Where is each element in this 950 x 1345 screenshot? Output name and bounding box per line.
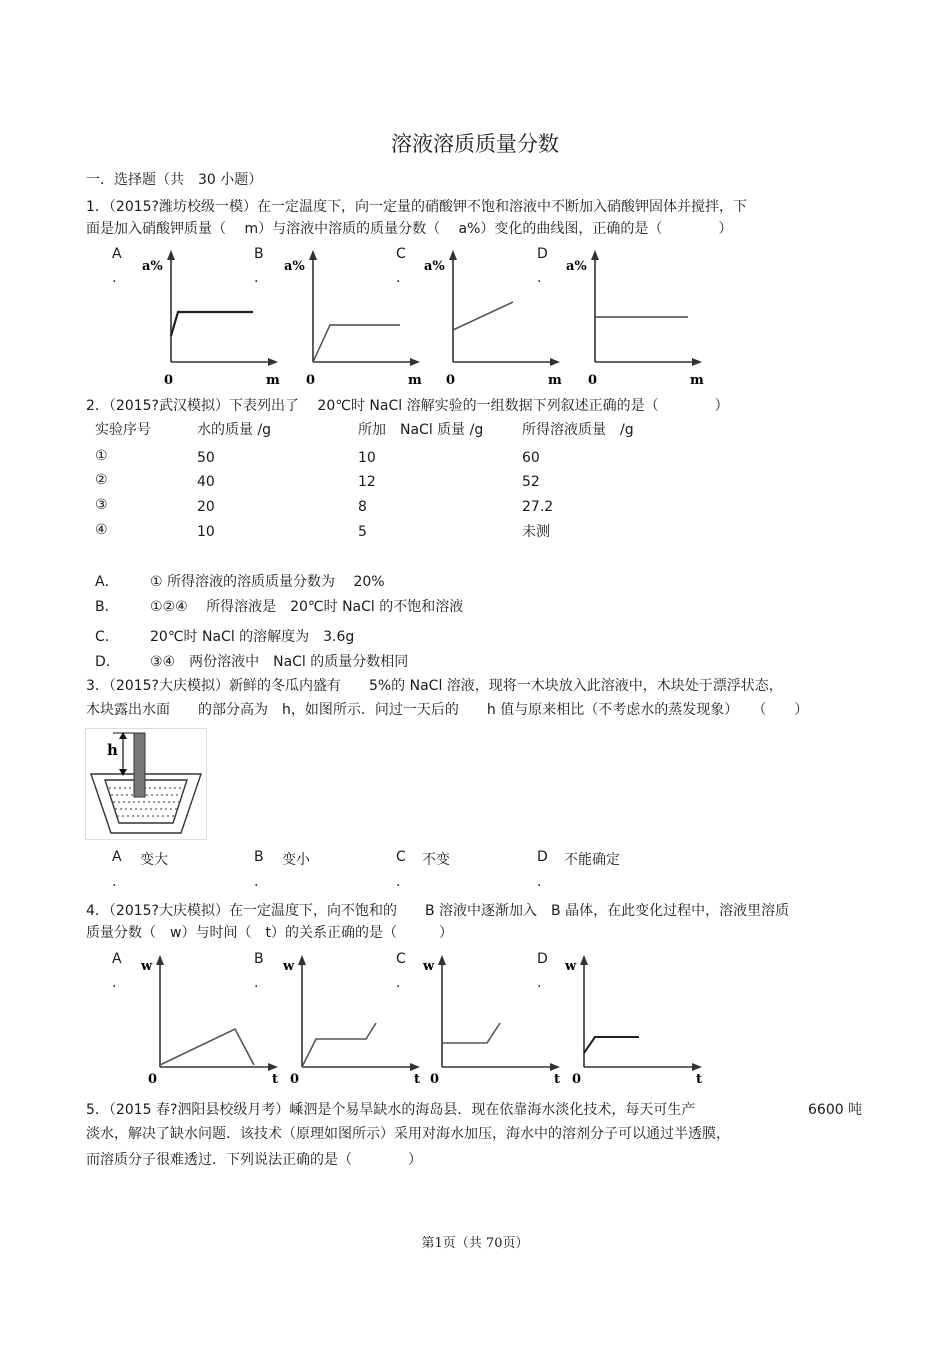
q2-header-water: 水的质量 /g (197, 422, 272, 438)
section-heading: 一．选择题（共 30 小题） (86, 172, 263, 188)
q1-text-line2: 面是加入硝酸钾质量（ m）与溶液中溶质的质量分数（ a%）变化的曲线图，正确的是（ ） (86, 221, 733, 237)
q4-option-b-letter: B (254, 951, 264, 967)
svg-text:a%: a% (142, 259, 163, 274)
svg-text:0: 0 (446, 373, 456, 388)
q2-choice-c-letter: C． (95, 629, 119, 645)
q2-cell: ④ (95, 522, 108, 538)
q3-option-a-text: 变大 (140, 852, 168, 868)
q4-graph-c (420, 955, 562, 1087)
svg-text:h: h (107, 741, 118, 759)
q3-option-d-letter: D (537, 849, 548, 865)
svg-text:0: 0 (588, 373, 598, 388)
q4-option-d-dot: . (537, 975, 542, 991)
q4-option-b-dot: . (254, 975, 259, 991)
q3-option-b-letter: B (254, 849, 264, 865)
q5-text-line3: 而溶质分子很难透过．下列说法正确的是（ ） (86, 1152, 422, 1168)
q1-option-b-letter: B (254, 246, 264, 262)
q2-text-line1: 2．（2015?武汉模拟）下表列出了 20℃时 NaCl 溶解实验的一组数据下列叙述正确的是（ ） (86, 398, 729, 414)
svg-text:t: t (272, 1072, 279, 1087)
q4-option-a-dot: . (112, 975, 117, 991)
svg-text:a%: a% (284, 259, 305, 274)
q2-choice-d-text: ③④ 两份溶液中 NaCl 的质量分数相同 (150, 654, 409, 670)
q1-graph-c (420, 250, 562, 388)
q2-cell: 20 (197, 499, 215, 515)
q2-cell: ① (95, 448, 108, 464)
q5-text-line1-tail: 6600 吨 (808, 1102, 863, 1118)
q1-graph-b (280, 250, 422, 388)
svg-text:t: t (414, 1072, 421, 1087)
q3-text-line2: 木块露出水面 的部分高为 h，如图所示．问过一天后的 h 值与原来相比（不考虑水的蒸发现象） （ ） (86, 702, 809, 718)
q3-option-a-letter: A (112, 849, 122, 865)
q1-option-a-dot: . (112, 270, 117, 286)
svg-text:w: w (423, 959, 435, 974)
q3-option-b-dot: . (254, 874, 259, 890)
q2-choice-b-text: ①②④ 所得溶液是 20℃时 NaCl 的不饱和溶液 (150, 599, 464, 615)
q4-graph-b (280, 955, 422, 1087)
q2-choice-d-letter: D． (95, 654, 120, 670)
q4-graph-d (562, 955, 704, 1087)
svg-text:w: w (141, 959, 153, 974)
svg-text:0: 0 (306, 373, 316, 388)
q1-option-c-letter: C (396, 246, 406, 262)
q1-graph-d (562, 250, 704, 388)
q3-option-d-dot: . (537, 874, 542, 890)
q3-option-a-dot: . (112, 874, 117, 890)
q2-choice-b-letter: B． (95, 599, 119, 615)
page-title: 溶液溶质质量分数 (391, 132, 559, 156)
q2-choice-a-text: ① 所得溶液的溶质质量分数为 20% (150, 574, 385, 590)
q5-text-line2: 淡水，解决了缺水问题．该技术（原理如图所示）采用对海水加压，海水中的溶剂分子可以通过半透膜， (86, 1126, 730, 1142)
q2-cell: 12 (358, 474, 376, 490)
q1-option-c-dot: . (396, 270, 401, 286)
q1-option-d-dot: . (537, 270, 542, 286)
q2-cell: ② (95, 472, 108, 488)
svg-text:m: m (408, 373, 422, 388)
q1-option-a-letter: A (112, 246, 122, 262)
svg-text:t: t (554, 1072, 561, 1087)
q3-floating-block-figure (85, 728, 207, 840)
q3-option-c-text: 不变 (422, 852, 450, 868)
svg-text:w: w (283, 959, 295, 974)
q4-option-c-letter: C (396, 951, 406, 967)
q2-cell: ③ (95, 497, 108, 513)
svg-text:m: m (690, 373, 704, 388)
q2-cell: 27.2 (522, 499, 554, 515)
svg-text:a%: a% (566, 259, 587, 274)
svg-text:0: 0 (430, 1072, 440, 1087)
q4-text-line1: 4．（2015?大庆模拟）在一定温度下，向不饱和的 B 溶液中逐渐加入 B 晶体，在此变化过程中，溶液里溶质 (86, 903, 790, 919)
q3-option-b-text: 变小 (282, 852, 310, 868)
q2-header-solution: 所得溶液质量 /g (522, 422, 634, 438)
q3-option-d-text: 不能确定 (564, 852, 620, 868)
q5-text-line1: 5．（2015 春?泗阳县校级月考）嵊泗是个易旱缺水的海岛县．现在依靠海水淡化技术，每天可生产 (86, 1102, 696, 1118)
page-footer: 第1页（共 70页） (421, 1236, 529, 1251)
q1-option-b-dot: . (254, 270, 259, 286)
q2-cell: 60 (522, 450, 540, 466)
q1-graph-a (138, 250, 280, 388)
q2-choice-c-text: 20℃时 NaCl 的溶解度为 3.6g (150, 629, 355, 645)
svg-text:0: 0 (164, 373, 174, 388)
svg-text:0: 0 (290, 1072, 300, 1087)
svg-text:0: 0 (572, 1072, 582, 1087)
q2-cell: 52 (522, 474, 540, 490)
svg-text:t: t (696, 1072, 703, 1087)
q4-text-line2: 质量分数（ w）与时间（ t）的关系正确的是（ ） (86, 925, 453, 941)
q2-cell: 50 (197, 450, 215, 466)
q2-choice-a-letter: A． (95, 574, 119, 590)
q2-cell: 40 (197, 474, 215, 490)
svg-text:m: m (266, 373, 280, 388)
svg-text:a%: a% (424, 259, 445, 274)
q2-cell: 5 (358, 524, 367, 540)
svg-text:0: 0 (148, 1072, 158, 1087)
q2-cell: 10 (197, 524, 215, 540)
q4-option-a-letter: A (112, 951, 122, 967)
q4-option-d-letter: D (537, 951, 548, 967)
q3-option-c-dot: . (396, 874, 401, 890)
q4-graph-a (138, 955, 280, 1087)
q2-header-trial: 实验序号 (95, 422, 151, 438)
q2-cell: 10 (358, 450, 376, 466)
q1-option-d-letter: D (537, 246, 548, 262)
q2-cell: 8 (358, 499, 367, 515)
svg-text:m: m (548, 373, 562, 388)
q2-header-nacl: 所加 NaCl 质量 /g (358, 422, 484, 438)
q2-cell: 未测 (522, 524, 550, 540)
q1-text-line1: 1．（2015?潍坊校级一模）在一定温度下，向一定量的硝酸钾不饱和溶液中不断加入硝酸钾固体并搅拌，下 (86, 199, 747, 215)
q3-text-line1: 3．（2015?大庆模拟）新鲜的冬瓜内盛有 5%的 NaCl 溶液，现将一木块放入此溶液中，木块处于漂浮状态， (86, 678, 783, 694)
q4-option-c-dot: . (396, 975, 401, 991)
svg-text:w: w (565, 959, 577, 974)
q3-option-c-letter: C (396, 849, 406, 865)
